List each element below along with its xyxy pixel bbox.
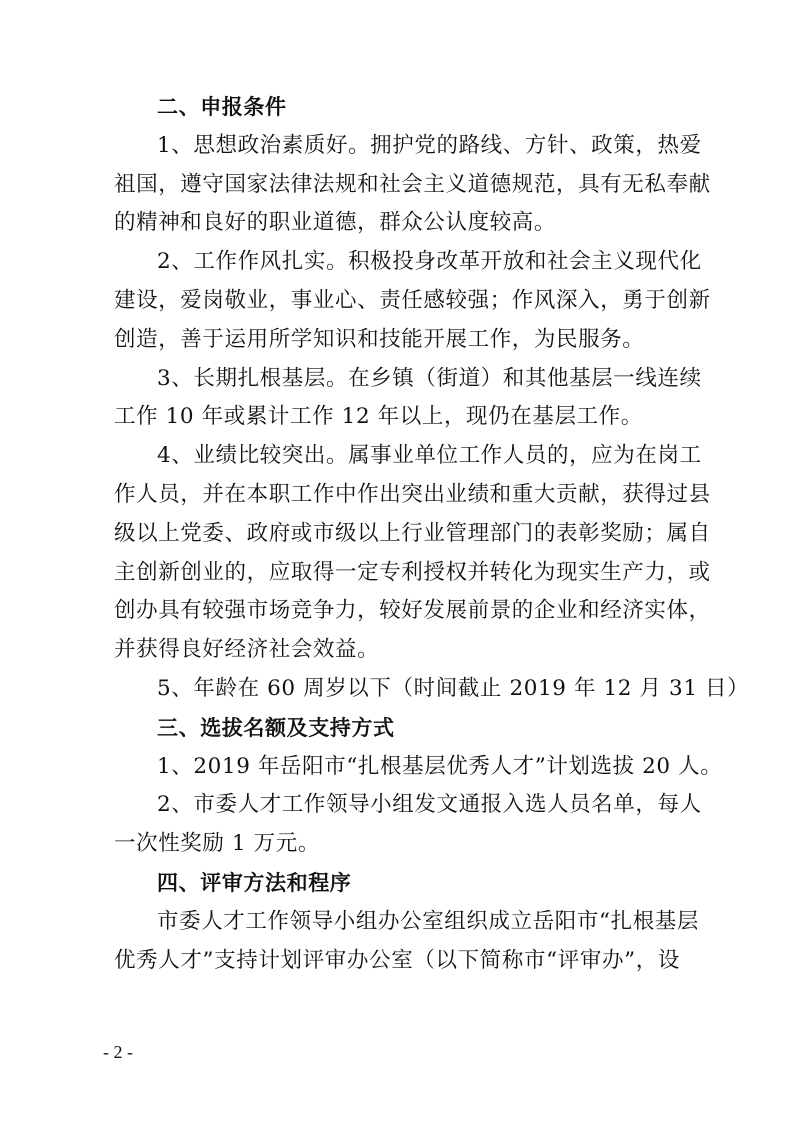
paragraph-first-line: 2、市委人才工作领导小组发文通报入选人员名单，每人 <box>157 792 702 818</box>
paragraph-first-line: 1、2019 年岳阳市“扎根基层优秀人才”计划选拔 20 人。 <box>157 753 723 779</box>
paragraph-line: 主创新创业的，应取得一定专利授权并转化为现实生产力，或 <box>114 559 711 585</box>
paragraph-line: 建设，爱岗敬业，事业心、责任感较强；作风深入，勇于创新 <box>114 288 711 313</box>
paragraph-last-line: 并获得良好经济社会效益。 <box>114 637 380 663</box>
paragraph-line: 优秀人才”支持计划评审办公室（以下简称市“评审办”，设 <box>114 947 680 973</box>
section-heading: 二、申报条件 <box>157 95 287 119</box>
section-heading: 四、评审方法和程序 <box>157 871 352 895</box>
paragraph-first-line: 5、年龄在 60 周岁以下（时间截止 2019 年 12 月 31 日） <box>157 676 750 701</box>
paragraph-line: 作人员，并在本职工作中作出突出业绩和重大贡献，获得过县 <box>114 482 711 507</box>
paragraph-first-line: 3、长期扎根基层。在乡镇（街道）和其他基层一线连续 <box>157 365 702 391</box>
paragraph-line: 创办具有较强市场竞争力，较好发展前景的企业和经济实体， <box>114 598 711 624</box>
paragraph-line: 祖国，遵守国家法律法规和社会主义道德规范，具有无私奉献 <box>114 171 711 197</box>
paragraph-last-line: 的精神和良好的职业道德，群众公认度较高。 <box>114 210 557 236</box>
paragraph-line: 级以上党委、政府或市级以上行业管理部门的表彰奖励；属自 <box>114 520 711 546</box>
paragraph-first-line: 2、工作作风扎实。积极投身改革开放和社会主义现代化 <box>157 249 702 275</box>
paragraph-first-line: 1、思想政治素质好。拥护党的路线、方针、政策，热爱 <box>157 132 702 158</box>
paragraph-first-line: 市委人才工作领导小组办公室组织成立岳阳市“扎根基层 <box>157 908 699 934</box>
page-number: - 2 - <box>103 1042 133 1062</box>
paragraph-first-line: 4、业绩比较突出。属事业单位工作人员的，应为在岗工 <box>157 443 702 469</box>
section-heading: 三、选拔名额及支持方式 <box>157 715 395 740</box>
paragraph-last-line: 创造，善于运用所学知识和技能开展工作，为民服务。 <box>114 326 645 352</box>
paragraph-last-line: 一次性奖励 1 万元。 <box>114 831 320 857</box>
paragraph-last-line: 工作 10 年或累计工作 12 年以上，现仍在基层工作。 <box>114 404 643 430</box>
